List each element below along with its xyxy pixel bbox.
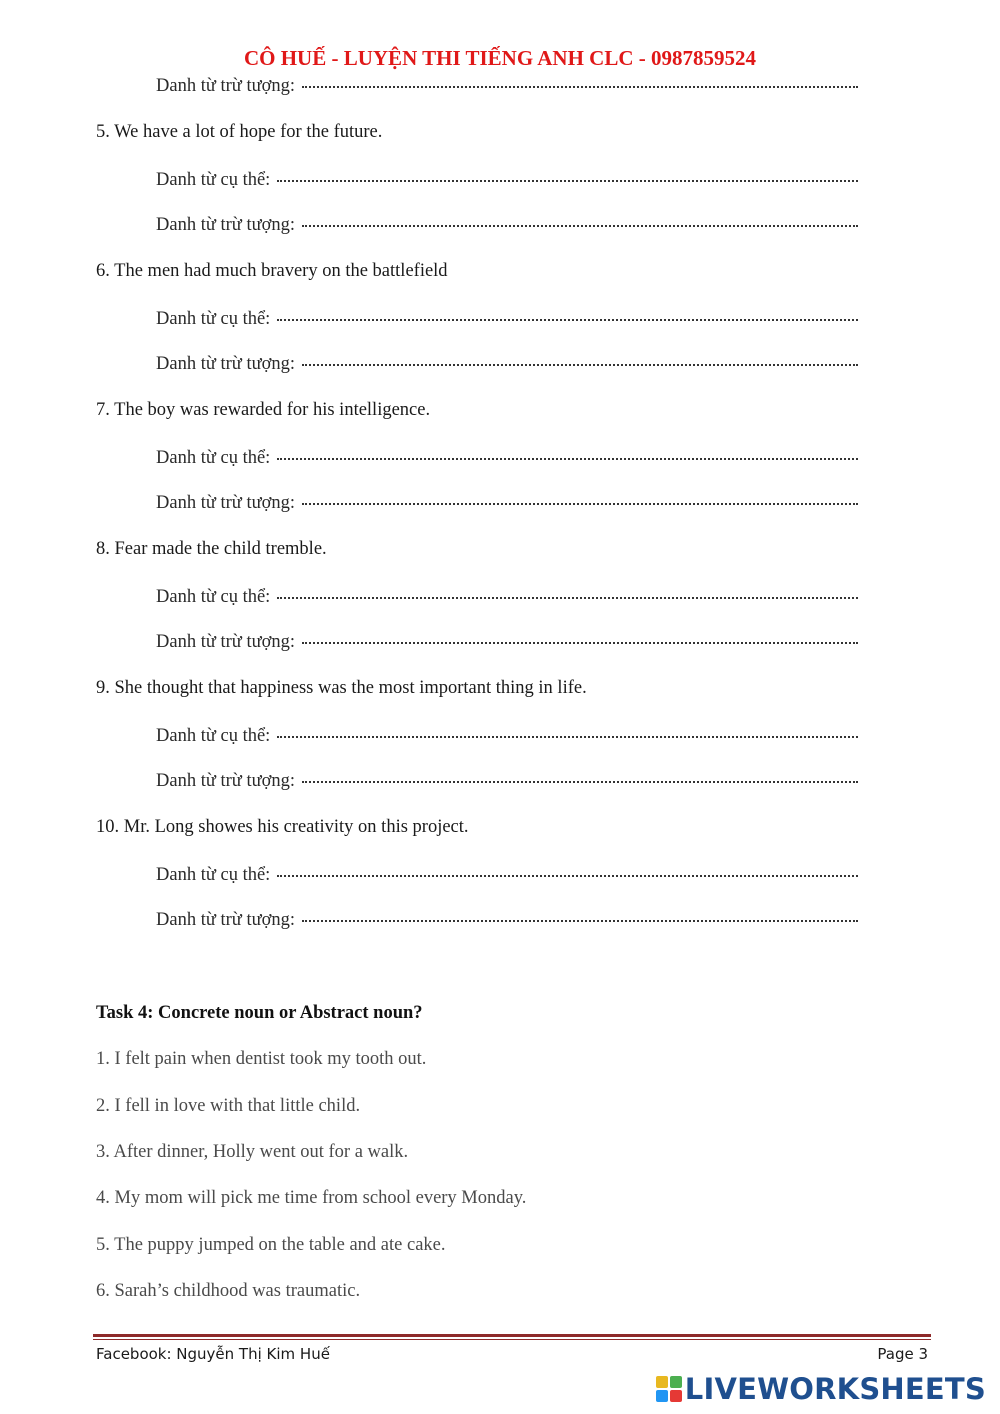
question-10: 10. Mr. Long showes his creativity on this project. bbox=[96, 817, 469, 837]
task4-item-4: 4. My mom will pick me time from school every Monday. bbox=[96, 1188, 527, 1208]
answer-blank[interactable] bbox=[277, 319, 858, 321]
answer-blank[interactable] bbox=[277, 180, 858, 182]
abstract-noun-answer-q8 bbox=[156, 632, 858, 653]
abstract-noun-label: Danh từ trừ tượng: bbox=[156, 493, 296, 513]
concrete-noun-label: Danh từ cụ thể: bbox=[156, 448, 271, 468]
answer-blank[interactable] bbox=[302, 920, 858, 922]
concrete-noun-answer-q9 bbox=[156, 726, 858, 747]
answer-blank[interactable] bbox=[277, 458, 858, 460]
footer-divider-thin bbox=[93, 1339, 931, 1340]
question-5: 5. We have a lot of hope for the future. bbox=[96, 122, 383, 142]
question-8: 8. Fear made the child tremble. bbox=[96, 539, 327, 559]
concrete-noun-answer-q5 bbox=[156, 170, 858, 191]
task4-item-5: 5. The puppy jumped on the table and ate cake. bbox=[96, 1235, 446, 1255]
concrete-noun-label: Danh từ cụ thể: bbox=[156, 726, 271, 746]
task4-item-1: 1. I felt pain when dentist took my tooth out. bbox=[96, 1049, 427, 1069]
abstract-noun-label: Danh từ trừ tượng: bbox=[156, 354, 296, 374]
abstract-noun-answer-q9 bbox=[156, 771, 858, 792]
question-6: 6. The men had much bravery on the battlefield bbox=[96, 261, 448, 281]
question-7: 7. The boy was rewarded for his intelligence. bbox=[96, 400, 431, 420]
abstract-noun-label: Danh từ trừ tượng: bbox=[156, 215, 296, 235]
answer-blank[interactable] bbox=[302, 781, 858, 783]
abstract-noun-answer-q7 bbox=[156, 493, 858, 514]
question-9: 9. She thought that happiness was the most important thing in life. bbox=[96, 678, 587, 698]
task4-item-2: 2. I fell in love with that little child. bbox=[96, 1096, 361, 1116]
logo-square-yellow bbox=[656, 1376, 668, 1388]
page-number: Page 3 bbox=[877, 1345, 928, 1363]
answer-blank[interactable] bbox=[277, 875, 858, 877]
answer-blank[interactable] bbox=[277, 597, 858, 599]
page-header-title: CÔ HUẾ - LUYỆN THI TIẾNG ANH CLC - 0987859524 bbox=[243, 46, 757, 70]
abstract-noun-answer-q5 bbox=[156, 215, 858, 236]
abstract-noun-label: Danh từ trừ tượng: bbox=[156, 76, 296, 96]
answer-blank[interactable] bbox=[302, 642, 858, 644]
liveworksheets-wordmark: LIVEWORKSHEETS bbox=[684, 1372, 986, 1406]
abstract-noun-label: Danh từ trừ tượng: bbox=[156, 632, 296, 652]
abstract-noun-label: Danh từ trừ tượng: bbox=[156, 910, 296, 930]
abstract-noun-answer-q6 bbox=[156, 354, 858, 375]
logo-square-blue bbox=[656, 1390, 668, 1402]
concrete-noun-answer-q10 bbox=[156, 865, 858, 886]
concrete-noun-answer-q6 bbox=[156, 309, 858, 330]
concrete-noun-answer-q7 bbox=[156, 448, 858, 469]
task4-item-6: 6. Sarah’s childhood was traumatic. bbox=[96, 1281, 361, 1301]
answer-blank[interactable] bbox=[302, 86, 858, 88]
answer-blank[interactable] bbox=[277, 736, 858, 738]
concrete-noun-answer-q8 bbox=[156, 587, 858, 608]
abstract-noun-answer-q10 bbox=[156, 910, 858, 931]
concrete-noun-label: Danh từ cụ thể: bbox=[156, 309, 271, 329]
answer-blank[interactable] bbox=[302, 364, 858, 366]
abstract-noun-answer-q4 bbox=[156, 76, 858, 97]
liveworksheets-logo-icon bbox=[656, 1376, 682, 1402]
footer-facebook: Facebook: Nguyễn Thị Kim Huế bbox=[96, 1345, 330, 1363]
concrete-noun-label: Danh từ cụ thể: bbox=[156, 865, 271, 885]
answer-blank[interactable] bbox=[302, 503, 858, 505]
concrete-noun-label: Danh từ cụ thể: bbox=[156, 587, 271, 607]
task4-title: Task 4: Concrete noun or Abstract noun? bbox=[96, 1003, 423, 1023]
logo-square-red bbox=[670, 1390, 682, 1402]
answer-blank[interactable] bbox=[302, 225, 858, 227]
task4-item-3: 3. After dinner, Holly went out for a walk. bbox=[96, 1142, 409, 1162]
concrete-noun-label: Danh từ cụ thể: bbox=[156, 170, 271, 190]
liveworksheets-brand[interactable] bbox=[656, 1372, 986, 1406]
footer-divider bbox=[93, 1334, 931, 1337]
abstract-noun-label: Danh từ trừ tượng: bbox=[156, 771, 296, 791]
logo-square-green bbox=[670, 1376, 682, 1388]
